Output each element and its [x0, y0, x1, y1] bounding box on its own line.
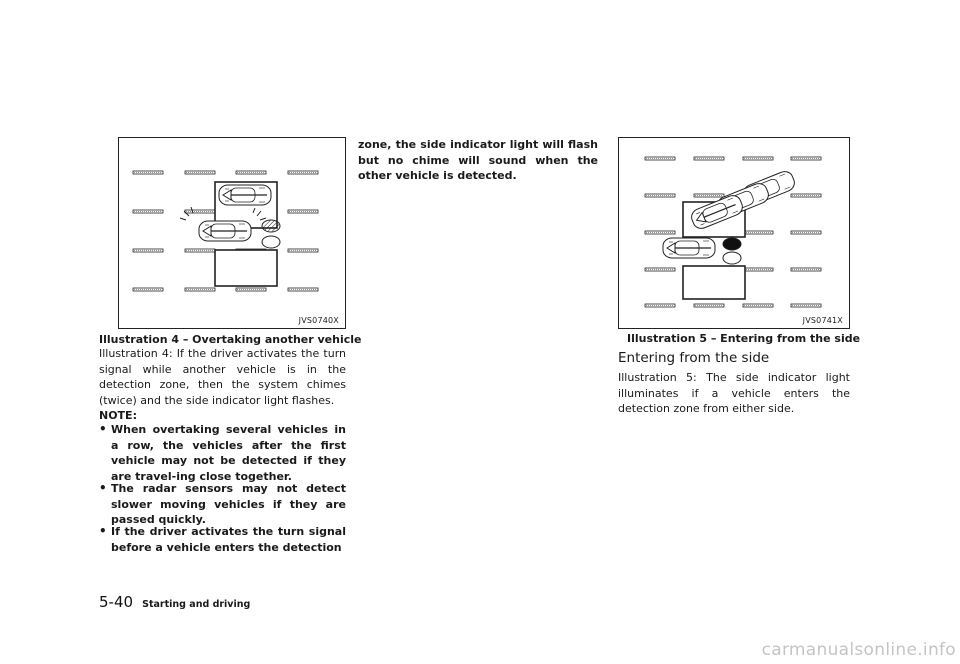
bullet-dot: • — [99, 481, 107, 495]
illustration-4-caption: Illustration 4 – Overtaking another vehicle — [99, 333, 362, 346]
illustration-5-caption: Illustration 5 – Entering from the side — [627, 332, 861, 345]
continuation-paragraph: zone, the side indicator light will flash but no chime will sound when the other vehicle is detected. — [358, 138, 598, 183]
page-footer — [99, 592, 250, 611]
illustration-4-paragraph: Illustration 4: If the driver activates the turn signal while another vehicle is in the detection zone, then the system chimes (twice) and the side indicator light flashes. — [99, 347, 346, 407]
illustration-5-figure — [618, 137, 850, 329]
note-label: NOTE: — [99, 409, 137, 422]
indicator-light-off-icon — [262, 236, 280, 248]
figure-id: JVS0741X — [802, 316, 843, 325]
page-number: 5-40 — [99, 593, 134, 611]
bullet-dot: • — [99, 524, 107, 538]
illustration-4-drawing — [119, 138, 347, 330]
detection-zone-lower — [683, 266, 745, 299]
indicator-light-off-icon — [723, 252, 741, 264]
figure-id: JVS0740X — [298, 316, 339, 325]
illustration-4-figure — [118, 137, 346, 329]
note-bullet-1: When overtaking several vehicles in a row, the vehicles after the first vehicle may not be detected if they are travel-ing close together. — [111, 423, 346, 483]
watermark: carmanualsonline.info — [761, 640, 956, 660]
section-title: Entering from the side — [618, 350, 770, 366]
detection-zone-lower — [215, 250, 277, 286]
illustration-5-drawing — [619, 138, 851, 330]
bullet-dot: • — [99, 422, 107, 436]
note-bullet-2: The radar sensors may not detect slower moving vehicles if they are passed quickly. — [111, 482, 346, 527]
chapter-title: Starting and driving — [142, 599, 251, 610]
note-bullet-3: If the driver activates the turn signal before a vehicle enters the detection — [111, 525, 346, 554]
indicator-light-on-icon — [723, 238, 741, 250]
indicator-light-flashing-icon — [262, 220, 280, 232]
illustration-5-paragraph: Illustration 5: The side indicator light illuminates if a vehicle enters the detection zone from either side. — [618, 371, 850, 416]
